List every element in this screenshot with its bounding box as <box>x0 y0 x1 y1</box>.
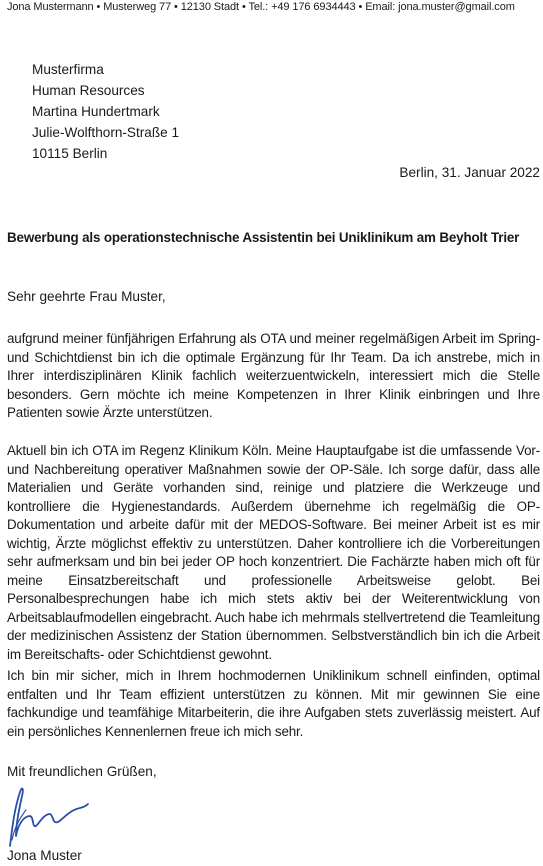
signer-name: Jona Muster <box>7 848 82 863</box>
letter-subject: Bewerbung als operationstechnische Assistentin bei Uniklinikum am Beyholt Trier <box>7 230 520 245</box>
recipient-department: Human Resources <box>32 83 145 98</box>
recipient-street: Julie-Wolfthorn-Straße 1 <box>32 125 180 140</box>
recipient-contact: Martina Hundertmark <box>32 104 160 119</box>
closing-phrase: Mit freundlichen Grüßen, <box>7 764 157 779</box>
letter-date: Berlin, 31. Januar 2022 <box>399 165 540 180</box>
recipient-address <box>32 59 179 164</box>
body-paragraph-experience: Aktuell bin ich OTA im Regenz Klinikum Köln. Meine Hauptaufgabe ist die umfassende Vor- und Nachbereitung operativer Maßnahmen sowie der OP-Säle. Ich sorge dafür, dass alle Materialien und Geräte vorhanden sind, reinige und platziere die Werkzeuge und kontrolliere die Hygienestandards. Außerdem übernehme ich regelmäßig die OP-Dokumentation und arbeite dafür mit der MEDOS-Software. Bei meiner Arbeit ist es mir wichtig, Ärzte möglichst effektiv zu unterstützen. Daher kontrolliere ich die Vorbereitungen sehr aufmerksam und bin bei jeder OP hoch konzentriert. Die Fachärzte haben mich oft für meine Einsatzbereitschaft und professionelle Arbeitsweise gelobt. Bei Personalbesprechungen habe ich mich stets aktiv bei der Weiterentwicklung von Arbeitsablaufmodellen eingebracht. Auch habe ich mehrmals stellvertretend die Teamleitung der medizinischen Assistenz der Station übernommen. Selbstverständlich bin ich die Arbeit im Bereitschafts- oder Schichtdienst gewohnt. <box>7 443 540 662</box>
handwritten-signature <box>0 780 100 852</box>
body-paragraph-intro: aufgrund meiner fünfjährigen Erfahrung als OTA und meiner regelmäßigen Arbeit im Spring- und Schichtdienst bin ich die optimale Ergänzung für Ihr Team. Da ich anstrebe, mich in Ihrer interdisziplinären Klinik fachlich weiterzuentwickeln, interessiert mich die Stelle besonders. Gern möchte ich meine Kompetenzen in Ihrer Klinik einbringen und Ihre Patienten sowie Ärzte unterstützen. <box>7 331 540 420</box>
salutation: Sehr geehrte Frau Muster, <box>7 289 166 304</box>
sender-address-line: Jona Mustermann • Musterweg 77 • 12130 Stadt • Tel.: +49 176 6934443 • Email: jona.muster@gmail.com <box>7 1 515 13</box>
recipient-company: Musterfirma <box>32 62 104 77</box>
recipient-city: 10115 Berlin <box>32 146 108 161</box>
body-paragraph-closing: Ich bin mir sicher, mich in Ihrem hochmodernen Uniklinikum schnell einfinden, optimal entfalten und Ihr Team effizient unterstützen zu können. Mit mir gewinnen Sie eine fachkundige und teamfähige Mitarbeiterin, die ihre Aufgaben stets zuverlässig meistert. Auf ein persönliches Kennenlernen freue ich mich sehr. <box>7 668 540 739</box>
